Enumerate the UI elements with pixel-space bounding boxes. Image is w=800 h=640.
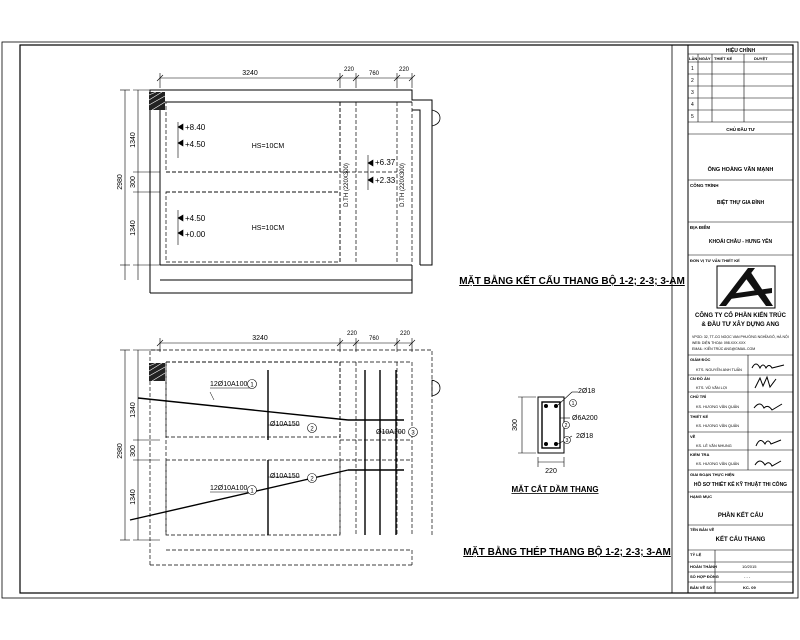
section-rebar-bottom: 2Ø18 <box>576 433 594 440</box>
location-label: ĐỊA ĐIỂM <box>690 225 711 230</box>
plan-structure <box>117 67 440 293</box>
marker-1a: 1 <box>250 382 254 389</box>
plan2-rebars <box>130 370 404 535</box>
dim-1340a: 1340 <box>130 132 137 148</box>
rev-col-ngay: NGÀY <box>699 56 711 61</box>
scale-label: TỶ LỆ <box>690 552 702 557</box>
stage-value: HỒ SƠ THIẾT KẾ KỸ THUẬT THI CÔNG <box>693 482 788 488</box>
consultant-label: ĐƠN VỊ TƯ VẤN THIẾT KẾ <box>690 258 740 263</box>
rebar-label-2b: Ø10A150 <box>270 473 300 480</box>
dim2-220b: 220 <box>399 331 411 337</box>
dim-3240: 3240 <box>242 70 258 77</box>
company-info-1: VPGD: 32, TT-CG NGỌC VAN PHƯỜNG NGHĨA ĐÔ, HÀ NỘI <box>692 335 789 339</box>
owner-name: ÔNG HOÀNG VĂN MẠNH <box>707 167 774 173</box>
section-marker-3: 3 <box>565 438 569 444</box>
plan1-level-450b: +4.50 <box>185 214 206 223</box>
draw-name: KS. LÊ VĂN NHUNG <box>696 444 732 448</box>
plan1-walls <box>150 90 432 293</box>
section-height: 300 <box>512 419 519 431</box>
marker-2b: 2 <box>310 476 314 483</box>
rev-row-5: 5 <box>691 114 694 120</box>
dim2-220: 220 <box>346 331 358 337</box>
beam-section <box>512 388 598 475</box>
plan1-level-840: +8.40 <box>185 123 206 132</box>
project-name: BIỆT THỰ GIA ĐÌNH <box>716 200 765 206</box>
plan1-beam-label-b: D.TH (220X300) <box>400 163 406 207</box>
title-block <box>688 45 793 593</box>
drawing-name-label: TÊN BẢN VẼ <box>690 527 715 532</box>
section-marker-1: 1 <box>571 401 575 407</box>
director-name: KTS. NGUYỄN ANH TUẤN <box>696 368 742 372</box>
chief-label: CN ĐỒ ÁN <box>690 376 710 381</box>
design-name: KS. HƯƠNG VĂN QUÂN <box>696 424 739 428</box>
rebar-label-2a: Ø10A150 <box>270 421 300 428</box>
marker-3: 3 <box>411 430 415 437</box>
outer-border <box>2 42 798 598</box>
plan1-column <box>149 92 165 110</box>
plan2-column <box>149 363 165 381</box>
plan2-leaders <box>210 388 403 492</box>
plan1-slab-label-top: HS=10CM <box>251 143 285 150</box>
sheet-value: KC- 09 <box>743 585 756 590</box>
rebar-label-1b: 12Ø10A100 <box>210 485 248 492</box>
director-label: GIÁM ĐỐC <box>690 357 711 362</box>
plan2-railing-profile <box>432 380 440 396</box>
dim2-1340a: 1340 <box>130 402 137 418</box>
check-name: KS. HƯƠNG VĂN QUÂN <box>696 405 739 409</box>
dim2-3240: 3240 <box>252 335 268 342</box>
dim-300: 300 <box>130 176 137 188</box>
date-label: HOÀN THÀNH <box>690 564 717 569</box>
marker-1b: 1 <box>250 488 254 495</box>
inner-border <box>20 45 793 593</box>
dim-760: 760 <box>368 71 380 77</box>
plan2-title: MẶT BẰNG THÉP THANG BỘ 1-2; 2-3; 3-AM <box>463 547 671 558</box>
check-label: CHỦ TRÌ <box>690 394 707 399</box>
company-line2: & ĐẦU TƯ XÂY DỰNG ANG <box>701 322 780 328</box>
section-width: 220 <box>545 468 557 475</box>
project-label: CÔNG TRÌNH <box>690 183 719 188</box>
contract-label: SỐ HỢP ĐỒNG <box>690 574 719 579</box>
revision-header: HIỆU CHỈNH <box>725 48 756 54</box>
company-info-3: EMAIL: KIẾN TRÚC ANG@GMAIL.COM <box>692 347 756 351</box>
dim2-2980: 2980 <box>117 443 124 459</box>
rev-col-duyet: DUYỆT <box>754 56 768 61</box>
plan1-level-637: +6.37 <box>375 158 396 167</box>
design-label: THIẾT KẾ <box>690 414 709 419</box>
company-line1: CÔNG TY CỔ PHẦN KIẾN TRÚC <box>695 313 786 319</box>
dim2-760: 760 <box>368 336 380 342</box>
owner-label: CHỦ ĐẦU TƯ <box>726 127 755 132</box>
plan1-level-233: +2.33 <box>375 176 396 185</box>
category-label: HẠNG MỤC <box>690 494 712 499</box>
control-name: KS. HƯƠNG VĂN QUÂN <box>696 462 739 466</box>
rev-row-3: 3 <box>691 90 694 96</box>
location-name: KHOÁI CHÂU - HƯNG YÊN <box>708 239 773 245</box>
contract-value: - - - <box>744 574 751 579</box>
section-stirrup: Ø6A200 <box>572 415 598 422</box>
plan1-level-450a: +4.50 <box>185 140 206 149</box>
plan1-left-dimensions <box>120 90 160 280</box>
rev-col-lan: LẦN <box>689 56 698 61</box>
rebar-label-1a: 12Ø10A100 <box>210 381 248 388</box>
rev-col-thietke: THIẾT KẾ <box>714 56 733 61</box>
plan1-beam-label-a: D.TH (220X300) <box>344 163 350 207</box>
plan2-walls <box>150 350 432 565</box>
rev-row-4: 4 <box>691 102 694 108</box>
dim-2980: 2980 <box>117 174 124 190</box>
rev-row-1: 1 <box>691 66 694 72</box>
drawing-name-value: KẾT CẤU THANG <box>715 537 766 543</box>
plan1-slab-label-bottom: HS=10CM <box>251 225 285 232</box>
rebar-label-3: Ø10A100 <box>376 429 406 436</box>
control-label: KIỂM TRA <box>690 452 710 457</box>
date-value: 10/2015 <box>742 564 757 569</box>
plan1-title: MẶT BẰNG KẾT CẤU THANG BỘ 1-2; 2-3; 3-AM <box>459 276 685 287</box>
dim2-1340b: 1340 <box>130 489 137 505</box>
draw-label: VẼ <box>690 434 696 439</box>
section-title: MẶT CẮT DẦM THANG <box>511 485 599 494</box>
stage-label: GIAI ĐOẠN THỰC HIỆN <box>690 472 735 477</box>
plan-rebar <box>117 331 440 565</box>
dim-1340b: 1340 <box>130 220 137 236</box>
sheet-label: BẢN VẼ SỐ <box>690 585 713 590</box>
plan1-level-000: +0.00 <box>185 230 206 239</box>
company-info-2: WEB: DIỆN THOẠI: 098.XXX.XXX <box>692 341 746 345</box>
rev-row-2: 2 <box>691 78 694 84</box>
category-value: PHẦN KẾT CẤU <box>717 513 764 519</box>
dim-220: 220 <box>343 67 355 73</box>
section-marker-2: 2 <box>564 423 568 429</box>
dim-220b: 220 <box>398 67 410 73</box>
plan1-railing-profile <box>432 110 440 126</box>
chief-name: KTS. VŨ VĂN LỢI <box>696 386 728 390</box>
dim2-300: 300 <box>130 445 137 457</box>
section-rebar-top: 2Ø18 <box>578 388 596 395</box>
marker-2a: 2 <box>310 426 314 433</box>
